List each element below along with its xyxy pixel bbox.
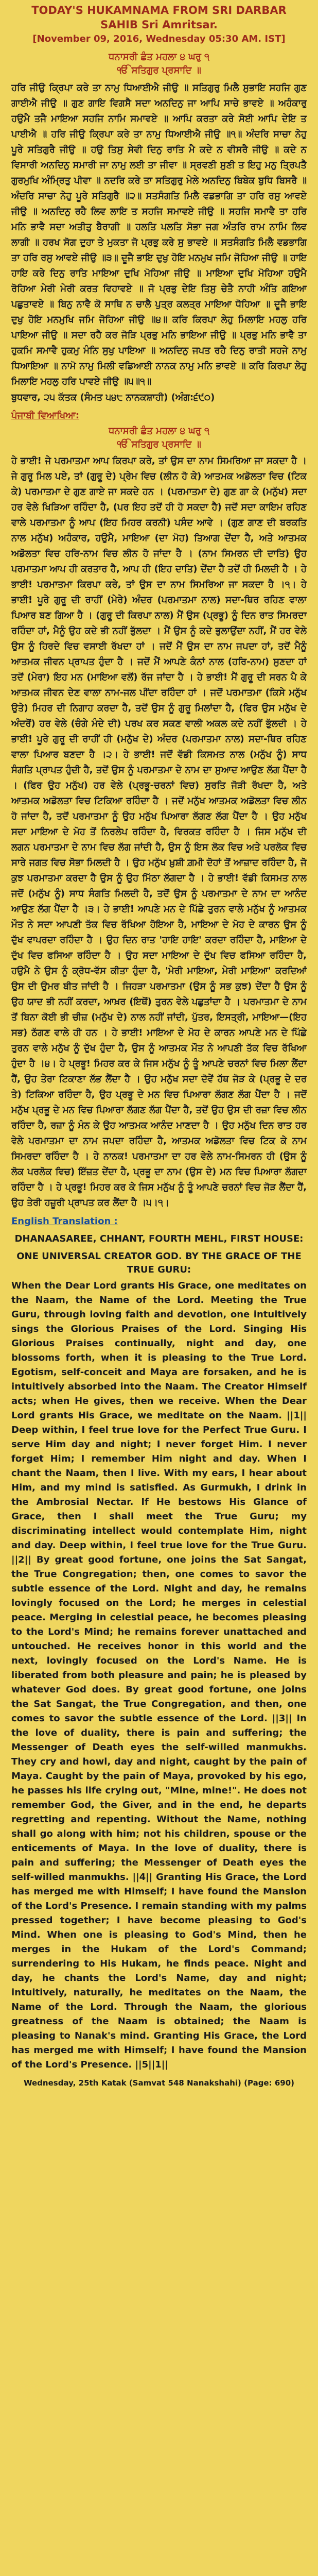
punjabi-raag-heading: ਧਨਾਸਰੀ ਛੰਤ ਮਹਲਾ ੪ ਘਰੁ ੧: [109, 426, 209, 436]
english-translation-section: [11, 1215, 307, 2072]
raag-heading: ਧਨਾਸਰੀ ਛੰਤ ਮਹਲਾ ੪ ਘਰੁ ੧: [109, 52, 209, 62]
ik-onkar-line: ੴ ਸਤਿਗੁਰ ਪ੍ਰਸਾਦਿ ॥: [117, 65, 201, 76]
punjabi-explanation-section: [11, 409, 307, 1211]
punjabi-explanation-heading: ਪੰਜਾਬੀ ਵਿਆਖਿਆ:: [11, 410, 80, 421]
punjabi-ik-onkar-line: ੴ ਸਤਿਗੁਰ ਪ੍ਰਸਾਦਿ ॥: [117, 439, 201, 450]
english-translation-text: When the Dear Lord grants His Grace, one meditates on the Naam, the Name of the Lord. Meeting the True Guru, through loving faith and devotion, one intuitively sings the Glorious Praises of the Lord. Singing His Glorious Praises continually, night and day, one blossoms forth, when it is pleasing to the True Lord. Egotism, self-conceit and Maya are forsaken, and he is intuitively absorbed into the Naam. The Creator Himself acts; when He gives, then we receive. When the Dear Lord grants His Grace, we meditate on the Naam. ||1|| Deep within, I feel true love for the Perfect True Guru. I serve Him day and night; I never forget Him. I never forget Him; I remember Him night and day. When I chant the Naam, then I live. With my ears, I hear about Him, and my mind is satisfied. As Gurmukh, I drink in the Ambrosial Nectar. If He bestows His Glance of Grace, then I shall meet the True Guru; my discriminating intellect would contemplate Him, night and day. Deep within, I feel true love for the True Guru. ||2|| By great good fortune, one joins the Sat Sangat, the True Congregation; then, one comes to savor the subtle essence of the Lord. Night and day, he remains lovingly focused on the Lord; he merges in celestial peace. Merging in celestial peace, he becomes pleasing to the Lord's Mind; he remains forever unattached and untouched. He receives honor in this world and the next, lovingly focused on the Lord's Name. He is liberated from both pleasure and pain; he is pleased by whatever God does. By great good fortune, one joins the Sat Sangat, the True Congregation, and then, one comes to savor the subtle essence of the Lord. ||3|| In the love of duality, there is pain and suffering; the Messenger of Death eyes the self-willed manmukhs. They cry and howl, day and night, caught by the pain of Maya. Caught by the pain of Maya, provoked by his ego, he passes his life crying out, "Mine, mine!". He does not remember God, the Giver, and in the end, he departs regretting and repenting. Without the Name, nothing shall go along with him; not his children, spouse or the enticements of Maya. In the love of duality, there is pain and suffering; the Messenger of Death eyes the self-willed manmukhs. ||4|| Granting His Grace, the Lord has merged me with Himself; I have found the Mansion of the Lord's Presence. I remain standing with my palms pressed together; I have become pleasing to God's Mind. When one is pleasing to God's Mind, then he merges in the Hukam of the Lord's Command; surrendering to His Hukam, he finds peace. Night and day, he chants the Lord's Name, day and night; intuitively, naturally, he meditates on the Naam, the Name of the Lord. Through the Naam, the glorious greatness of the Naam is obtained; the Naam is pleasing to Nanak's mind. Granting His Grace, the Lord has merged me with Himself; I have found the Mansion of the Lord's Presence. ||5||1||: [11, 1280, 307, 2070]
punjabi-explanation-text: ਹੇ ਭਾਈ! ਜੇ ਪਰਮਾਤਮਾ ਆਪ ਕਿਰਪਾ ਕਰੇ, ਤਾਂ ਉਸ ਦਾ ਨਾਮ ਸਿਮਰਿਆ ਜਾ ਸਕਦਾ ਹੈ । ਜੇ ਗੁਰੂ ਮਿਲ ਪਏ, ਤਾਂ (ਗੁਰੂ ਦੇ) ਪ੍ਰੇਮ ਵਿਚ (ਲੀਨ ਹੋ ਕੇ) ਆਤਮਕ ਅਡੋਲਤਾ ਵਿਚ (ਟਿਕ ਕੇ) ਪਰਮਾਤਮਾ ਦੇ ਗੁਣ ਗਾਏ ਜਾ ਸਕਦੇ ਹਨ । (ਪਰਮਾਤਮਾ ਦੇ) ਗੁਣ ਗਾ ਕੇ (ਮਨੁੱਖ) ਸਦਾ ਹਰ ਵੇਲੇ ਖਿੜਿਆ ਰਹਿੰਦਾ ਹੈ, (ਪਰ ਇਹ ਤਦੋਂ ਹੀ ਹੋ ਸਕਦਾ ਹੈ) ਜਦੋਂ ਸਦਾ ਕਾਇਮ ਰਹਿਣ ਵਾਲੇ ਪਰਮਾਤਮਾ ਨੂੰ ਆਪ (ਇਹ ਮਿਹਰ ਕਰਨੀ) ਪਸੰਦ ਆਵੇ । (ਗੁਣ ਗਾਣ ਦੀ ਬਰਕਤਿ ਨਾਲ ਮਨੁੱਖ) ਅਹੰਕਾਰ, ਹਉਮੈ, ਮਾਇਆ (ਦਾ ਮੋਹ) ਤਿਆਗ ਦੇਂਦਾ ਹੈ, ਅਤੇ ਆਤਮਕ ਅਡੋਲਤਾ ਵਿਚ ਹਰਿ-ਨਾਮ ਵਿਚ ਲੀਨ ਹੋ ਜਾਂਦਾ ਹੈ । (ਨਾਮ ਸਿਮਰਨ ਦੀ ਦਾਤਿ) ਉਹ ਪਰਮਾਤਮਾ ਆਪ ਹੀ ਕਰਤਾਰ ਹੈ, ਆਪ ਹੀ (ਇਹ ਦਾਤਿ) ਦੇਂਦਾ ਹੈ ਤਦੋਂ ਹੀ ਮਿਲਦੀ ਹੈ । ਹੇ ਭਾਈ! ਪਰਮਾਤਮਾ ਕਿਰਪਾ ਕਰੇ, ਤਾਂ ਉਸ ਦਾ ਨਾਮ ਸਿਮਰਿਆ ਜਾ ਸਕਦਾ ਹੈ ।੧। ਹੇ ਭਾਈ! ਪੂਰੇ ਗੁਰੂ ਦੀ ਰਾਹੀਂ (ਮੇਰੇ) ਅੰਦਰ (ਪਰਮਾਤਮਾ ਨਾਲ) ਸਦਾ-ਥਿਰ ਰਹਿਣ ਵਾਲਾ ਪਿਆਰ ਬਣ ਗਿਆ ਹੈ । (ਗੁਰੂ ਦੀ ਕਿਰਪਾ ਨਾਲ) ਮੈਂ ਉਸ (ਪ੍ਰਭੂ) ਨੂੰ ਦਿਨ ਰਾਤ ਸਿਮਰਦਾ ਰਹਿੰਦਾ ਹਾਂ, ਮੈਨੂੰ ਉਹ ਕਦੇ ਭੀ ਨਹੀਂ ਭੁੱਲਦਾ । ਮੈਂ ਉਸ ਨੂੰ ਕਦੇ ਭੁਲਾਉਂਦਾ ਨਹੀਂ, ਮੈਂ ਹਰ ਵੇਲੇ ਉਸ ਨੂੰ ਹਿਰਦੇ ਵਿਚ ਵਸਾਈ ਰੱਖਦਾ ਹਾਂ । ਜਦੋਂ ਮੈਂ ਉਸ ਦਾ ਨਾਮ ਜਪਦਾ ਹਾਂ, ਤਦੋਂ ਮੈਨੂੰ ਆਤਮਕ ਜੀਵਨ ਪ੍ਰਾਪਤ ਹੁੰਦਾ ਹੈ । ਜਦੋਂ ਮੈਂ ਆਪਣੇ ਕੰਨਾਂ ਨਾਲ (ਹਰਿ-ਨਾਮ) ਸੁਣਦਾ ਹਾਂ ਤਦੋਂ (ਮੇਰਾ) ਇਹ ਮਨ (ਮਾਇਆ ਵਲੋਂ) ਰੱਜ ਜਾਂਦਾ ਹੈ । ਹੇ ਭਾਈ! ਮੈਂ ਗੁਰੂ ਦੀ ਸਰਨ ਪੈ ਕੇ ਆਤਮਕ ਜੀਵਨ ਦੇਣ ਵਾਲਾ ਨਾਮ-ਜਲ ਪੀਂਦਾ ਰਹਿੰਦਾ ਹਾਂ । ਜਦੋਂ ਪਰਮਾਤਮਾ (ਕਿਸੇ ਮਨੁੱਖ ਉਤੇ) ਮਿਹਰ ਦੀ ਨਿਗਾਹ ਕਰਦਾ ਹੈ, ਤਦੋਂ ਉਸ ਨੂੰ ਗੁਰੂ ਮਿਲਾਂਦਾ ਹੈ, (ਫਿਰ ਉਸ ਮਨੁੱਖ ਦੇ ਅੰਦਰੋਂ) ਹਰ ਵੇਲੇ (ਚੰਗੇ ਮੰਦੇ ਦੀ) ਪਰਖ ਕਰ ਸਕਣ ਵਾਲੀ ਅਕਲ ਕਦੇ ਨਹੀਂ ਭੁੱਲਦੀ । ਹੇ ਭਾਈ! ਪੂਰੇ ਗੁਰੂ ਦੀ ਰਾਹੀਂ ਹੀ (ਮਨੁੱਖ ਦੇ) ਅੰਦਰ (ਪਰਮਾਤਮਾ ਨਾਲ) ਸਦਾ-ਥਿਰ ਰਹਿਣ ਵਾਲਾ ਪਿਆਰ ਬਣਦਾ ਹੈ ।੨। ਹੇ ਭਾਈ! ਜਦੋਂ ਵੱਡੀ ਕਿਸਮਤ ਨਾਲ (ਮਨੁੱਖ ਨੂੰ) ਸਾਧ ਸੰਗਤਿ ਪ੍ਰਾਪਤ ਹੁੰਦੀ ਹੈ, ਤਦੋਂ ਉਸ ਨੂੰ ਪਰਮਾਤਮਾ ਦੇ ਨਾਮ ਦਾ ਸੁਆਦ ਆਉਣ ਲੱਗ ਪੈਂਦਾ ਹੈ । (ਫਿਰ ਉਹ ਮਨੁੱਖ) ਹਰ ਵੇਲੇ (ਪ੍ਰਭੂ-ਚਰਨਾਂ ਵਿਚ) ਸੁਰਤਿ ਜੋੜੀ ਰੱਖਦਾ ਹੈ, ਅਤੇ ਆਤਮਕ ਅਡੋਲਤਾ ਵਿਚ ਟਿਕਿਆ ਰਹਿੰਦਾ ਹੈ । ਜਦੋਂ ਮਨੁੱਖ ਆਤਮਕ ਅਡੋਲਤਾ ਵਿਚ ਲੀਨ ਹੋ ਜਾਂਦਾ ਹੈ, ਤਦੋਂ ਪਰਮਾਤਮਾ ਨੂੰ ਉਹ ਮਨੁੱਖ ਪਿਆਰਾ ਲੱਗਣ ਲੱਗ ਪੈਂਦਾ ਹੈ । ਉਹ ਮਨੁੱਖ ਸਦਾ ਮਾਇਆ ਦੇ ਮੋਹ ਤੋਂ ਨਿਰਲੇਪ ਰਹਿੰਦਾ ਹੈ, ਵਿਰਕਤ ਰਹਿੰਦਾ ਹੈ । ਜਿਸ ਮਨੁੱਖ ਦੀ ਲਗਨ ਪਰਮਾਤਮਾ ਦੇ ਨਾਮ ਵਿਚ ਲੱਗ ਜਾਂਦੀ ਹੈ, ਉਸ ਨੂੰ ਇਸ ਲੋਕ ਵਿਚ ਅਤੇ ਪਰਲੋਕ ਵਿਚ ਸਾਰੇ ਜਗਤ ਵਿਚ ਸੋਭਾ ਮਿਲਦੀ ਹੈ । ਉਹ ਮਨੁੱਖ ਖ਼ੁਸ਼ੀ ਗ਼ਮੀ ਦੋਹਾਂ ਤੋਂ ਆਜ਼ਾਦ ਰਹਿੰਦਾ ਹੈ, ਜੋ ਕੁਝ ਪਰਮਾਤਮਾ ਕਰਦਾ ਹੈ ਉਸ ਨੂੰ ਉਹ ਮਿੱਠਾ ਲੱਗਦਾ ਹੈ । ਹੇ ਭਾਈ! ਵੱਡੀ ਕਿਸਮਤ ਨਾਲ ਜਦੋਂ (ਮਨੁੱਖ ਨੂੰ) ਸਾਧ ਸੰਗਤਿ ਮਿਲਦੀ ਹੈ, ਤਦੋਂ ਉਸ ਨੂੰ ਪਰਮਾਤਮਾ ਦੇ ਨਾਮ ਦਾ ਆਨੰਦ ਆਉਣ ਲੱਗ ਪੈਂਦਾ ਹੈ ।੩। ਹੇ ਭਾਈ! ਆਪਣੇ ਮਨ ਦੇ ਪਿੱਛੇ ਤੁਰਨ ਵਾਲੇ ਮਨੁੱਖ ਨੂੰ ਆਤਮਕ ਮੌਤ ਨੇ ਸਦਾ ਆਪਣੀ ਤੱਕ ਵਿਚ ਰੱਖਿਆ ਹੋਇਆ ਹੈ, ਮਾਇਆ ਦੇ ਮੋਹ ਦੇ ਕਾਰਨ ਉਸ ਨੂੰ ਦੁੱਖ ਵਾਪਰਦਾ ਰਹਿੰਦਾ ਹੈ । ਉਹ ਦਿਨ ਰਾਤ 'ਹਾਇ ਹਾਇ' ਕਰਦਾ ਰਹਿੰਦਾ ਹੈ, ਮਾਇਆ ਦੇ ਦੁੱਖ ਵਿਚ ਫਸਿਆ ਰਹਿੰਦਾ ਹੈ । ਉਹ ਸਦਾ ਮਾਇਆ ਦੇ ਦੁੱਖ ਵਿਚ ਫਸਿਆ ਰਹਿੰਦਾ ਹੈ, ਹਉਮੈ ਨੇ ਉਸ ਨੂੰ ਕ੍ਰੋਧ-ਵੱਸ ਕੀਤਾ ਹੁੰਦਾ ਹੈ, 'ਮੇਰੀ ਮਾਇਆ, ਮੇਰੀ ਮਾਇਆ' ਕਰਦਿਆਂ ਉਸ ਦੀ ਉਮਰ ਬੀਤ ਜਾਂਦੀ ਹੈ । ਜਿਹੜਾ ਪਰਮਾਤਮਾ (ਉਸ ਨੂੰ ਸਭ ਕੁਝ) ਦੇਂਦਾ ਹੈ ਉਸ ਨੂੰ ਉਹ ਯਾਦ ਭੀ ਨਹੀਂ ਕਰਦਾ, ਆਖ਼ਰ (ਇਥੋਂ) ਤੁਰਨ ਵੇਲੇ ਪਛੁਤਾਂਦਾ ਹੈ । ਪਰਮਾਤਮਾ ਦੇ ਨਾਮ ਤੋਂ ਬਿਨਾ ਕੋਈ ਭੀ ਚੀਜ਼ (ਮਨੁੱਖ ਦੇ) ਨਾਲ ਨਹੀਂ ਜਾਂਦੀ, ਪੁੱਤਰ, ਇਸਤ੍ਰੀ, ਮਾਇਆ—(ਇਹ ਸਭ) ਠੱਗਣ ਵਾਲੇ ਹੀ ਹਨ । ਹੇ ਭਾਈ! ਮਾਇਆ ਦੇ ਮੋਹ ਦੇ ਕਾਰਨ ਆਪਣੇ ਮਨ ਦੇ ਪਿੱਛੇ ਤੁਰਨ ਵਾਲੇ ਮਨੁੱਖ ਨੂੰ ਦੁੱਖ ਹੁੰਦਾ ਹੈ, ਉਸ ਨੂੰ ਆਤਮਕ ਮੌਤ ਨੇ ਆਪਣੀ ਤੱਕ ਵਿਚ ਰੱਖਿਆ ਹੁੰਦਾ ਹੈ ।੪। ਹੇ ਪ੍ਰਭੂ! ਮਿਹਰ ਕਰ ਕੇ ਜਿਸ ਮਨੁੱਖ ਨੂੰ ਤੂੰ ਆਪਣੇ ਚਰਨਾਂ ਵਿਚ ਮਿਲਾ ਲੈਂਦਾ ਹੈਂ, ਉਹ ਤੇਰਾ ਟਿਕਾਣਾ ਲੱਭ ਲੈਂਦਾ ਹੈ । ਉਹ ਮਨੁੱਖ ਸਦਾ ਦੋਵੇਂ ਹੱਥ ਜੋੜ ਕੇ (ਪ੍ਰਭੂ ਦੇ ਦਰ ਤੇ) ਟਿਕਿਆ ਰਹਿੰਦਾ ਹੈ, ਉਹ ਪ੍ਰਭੂ ਦੇ ਮਨ ਵਿਚ ਪਿਆਰਾ ਲੱਗਣ ਲੱਗ ਪੈਂਦਾ ਹੈ । ਜਦੋਂ ਮਨੁੱਖ ਪ੍ਰਭੂ ਦੇ ਮਨ ਵਿਚ ਪਿਆਰਾ ਲੱਗਣ ਲੱਗ ਪੈਂਦਾ ਹੈ, ਤਦੋਂ ਉਹ ਉਸ ਦੀ ਰਜ਼ਾ ਵਿਚ ਲੀਨ ਰਹਿੰਦਾ ਹੈ, ਰਜ਼ਾ ਨੂੰ ਮੰਨ ਕੇ ਉਹ ਆਤਮਕ ਆਨੰਦ ਮਾਣਦਾ ਹੈ । ਉਹ ਮਨੁੱਖ ਦਿਨ ਰਾਤ ਹਰ ਵੇਲੇ ਪਰਮਾਤਮਾ ਦਾ ਨਾਮ ਜਪਦਾ ਰਹਿੰਦਾ ਹੈ, ਆਤਮਕ ਅਡੋਲਤਾ ਵਿਚ ਟਿਕ ਕੇ ਨਾਮ ਸਿਮਰਦਾ ਰਹਿੰਦਾ ਹੈ । ਹੇ ਨਾਨਕ! ਪਰਮਾਤਮਾ ਦਾ ਹਰ ਵੇਲੇ ਨਾਮ-ਸਿਮਰਨ ਹੀ (ਉਸ ਨੂੰ ਲੋਕ ਪਰਲੋਕ ਵਿਚ) ਇੱਜ਼ਤ ਦੇਂਦਾ ਹੈ, ਪ੍ਰਭੂ ਦਾ ਨਾਮ (ਉਸ ਦੇ) ਮਨ ਵਿਚ ਪਿਆਰਾ ਲੱਗਦਾ ਰਹਿੰਦਾ ਹੈ । ਹੇ ਪ੍ਰਭੂ! ਮਿਹਰ ਕਰ ਕੇ ਜਿਸ ਮਨੁੱਖ ਨੂੰ ਤੂੰ ਆਪਣੇ ਚਰਨਾਂ ਵਿਚ ਜੋੜ ਲੈਂਦਾ ਹੈਂ, ਉਹ ਤੇਰੀ ਹਜ਼ੂਰੀ ਪ੍ਰਾਪਤ ਕਰ ਲੈਂਦਾ ਹੈ ।੫।੧।: [11, 455, 307, 1208]
page-header: [11, 3, 307, 45]
english-title-line-2: ONE UNIVERSAL CREATOR GOD. BY THE GRACE OF THE TRUE GURU:: [16, 1251, 302, 1275]
punjabi-page-reference: ਬੁਧਵਾਰ, ੨੫ ਕੱਤਕ (ਸੰਮਤ ੫੪੮ ਨਾਨਕਸ਼ਾਹੀ) (ਅੰਗ:੬੯੦): [11, 392, 215, 403]
english-translation-heading: English Translation :: [11, 1216, 118, 1227]
gurbani-text: ਹਰਿ ਜੀਉ ਕ੍ਰਿਪਾ ਕਰੇ ਤਾ ਨਾਮੁ ਧਿਆਈਐ ਜੀਉ ॥ ਸਤਿਗੁਰੁ ਮਿਲੈ ਸੁਭਾਇ ਸਹਜਿ ਗੁਣ ਗਾਈਐ ਜੀਉ ॥ ਗੁਣ ਗਾਇ ਵਿਗਸੈ ਸਦਾ ਅਨਦਿਨੁ ਜਾ ਆਪਿ ਸਾਚੇ ਭਾਵਏ ॥ ਅਹੰਕਾਰੁ ਹਉਮੈ ਤਜੈ ਮਾਇਆ ਸਹਜਿ ਨਾਮਿ ਸਮਾਵਏ ॥ ਆਪਿ ਕਰਤਾ ਕਰੇ ਸੋਈ ਆਪਿ ਦੇਇ ਤ ਪਾਈਐ ॥ ਹਰਿ ਜੀਉ ਕ੍ਰਿਪਾ ਕਰੇ ਤਾ ਨਾਮੁ ਧਿਆਈਐ ਜੀਉ ॥੧॥ ਅੰਦਰਿ ਸਾਚਾ ਨੇਹੁ ਪੂਰੇ ਸਤਿਗੁਰੈ ਜੀਉ ॥ ਹਉ ਤਿਸੁ ਸੇਵੀ ਦਿਨੁ ਰਾਤਿ ਮੈ ਕਦੇ ਨ ਵੀਸਰੈ ਜੀਉ ॥ ਕਦੇ ਨ ਵਿਸਾਰੀ ਅਨਦਿਨੁ ਸਮਾਰੀ ਜਾ ਨਾਮੁ ਲਈ ਤਾ ਜੀਵਾ ॥ ਸ੍ਰਵਣੀ ਸੁਣੀ ਤ ਇਹੁ ਮਨੁ ਤ੍ਰਿਪਤੈ ਗੁਰਮੁਖਿ ਅੰਮ੍ਰਿਤੁ ਪੀਵਾ ॥ ਨਦਰਿ ਕਰੇ ਤਾ ਸਤਿਗੁਰੁ ਮੇਲੇ ਅਨਦਿਨੁ ਬਿਬੇਕ ਬੁਧਿ ਬਿਸਰੈ ॥ ਅੰਦਰਿ ਸਾਚਾ ਨੇਹੁ ਪੂਰੇ ਸਤਿਗੁਰੈ ॥੨॥ ਸਤਸੰਗਤਿ ਮਿਲੈ ਵਡਭਾਗਿ ਤਾ ਹਰਿ ਰਸੁ ਆਵਏ ਜੀਉ ॥ ਅਨਦਿਨੁ ਰਹੈ ਲਿਵ ਲਾਇ ਤ ਸਹਜਿ ਸਮਾਵਏ ਜੀਉ ॥ ਸਹਜਿ ਸਮਾਵੈ ਤਾ ਹਰਿ ਮਨਿ ਭਾਵੈ ਸਦਾ ਅਤੀਤੁ ਬੈਰਾਗੀ ॥ ਹਲਤਿ ਪਲਤਿ ਸੋਭਾ ਜਗ ਅੰਤਰਿ ਰਾਮ ਨਾਮਿ ਲਿਵ ਲਾਗੀ ॥ ਹਰਖ ਸੋਗ ਦੁਹਾ ਤੇ ਮੁਕਤਾ ਜੋ ਪ੍ਰਭੁ ਕਰੇ ਸੁ ਭਾਵਏ ॥ ਸਤਸੰਗਤਿ ਮਿਲੈ ਵਡਭਾਗਿ ਤਾ ਹਰਿ ਰਸੁ ਆਵਏ ਜੀਉ ॥੩॥ ਦੂਜੈ ਭਾਇ ਦੁਖੁ ਹੋਇ ਮਨਮੁਖ ਜਮਿ ਜੋਹਿਆ ਜੀਉ ॥ ਹਾਇ ਹਾਇ ਕਰੇ ਦਿਨੁ ਰਾਤਿ ਮਾਇਆ ਦੁਖਿ ਮੋਹਿਆ ਜੀਉ ॥ ਮਾਇਆ ਦੁਖਿ ਮੋਹਿਆ ਹਉਮੈ ਰੋਹਿਆ ਮੇਰੀ ਮੇਰੀ ਕਰਤ ਵਿਹਾਵਏ ॥ ਜੋ ਪ੍ਰਭੁ ਦੇਇ ਤਿਸੁ ਚੇਤੈ ਨਾਹੀ ਅੰਤਿ ਗਇਆ ਪਛੁਤਾਵਏ ॥ ਬਿਨੁ ਨਾਵੈ ਕੋ ਸਾਥਿ ਨ ਚਾਲੈ ਪੁਤ੍ਰ ਕਲਤ੍ਰ ਮਾਇਆ ਧੋਹਿਆ ॥ ਦੂਜੈ ਭਾਇ ਦੁਖੁ ਹੋਇ ਮਨਮੁਖਿ ਜਮਿ ਜੋਹਿਆ ਜੀਉ ॥੪॥ ਕਰਿ ਕਿਰਪਾ ਲੇਹੁ ਮਿਲਾਇ ਮਹਲੁ ਹਰਿ ਪਾਇਆ ਜੀਉ ॥ ਸਦਾ ਰਹੈ ਕਰ ਜੋੜਿ ਪ੍ਰਭੁ ਮਨਿ ਭਾਇਆ ਜੀਉ ॥ ਪ੍ਰਭੁ ਮਨਿ ਭਾਵੈ ਤਾ ਹੁਕਮਿ ਸਮਾਵੈ ਹੁਕਮੁ ਮੰਨਿ ਸੁਖੁ ਪਾਇਆ ॥ ਅਨਦਿਨੁ ਜਪਤ ਰਹੈ ਦਿਨੁ ਰਾਤੀ ਸਹਜੇ ਨਾਮੁ ਧਿਆਇਆ ॥ ਨਾਮੋ ਨਾਮੁ ਮਿਲੀ ਵਡਿਆਈ ਨਾਨਕ ਨਾਮੁ ਮਨਿ ਭਾਵਏ ॥ ਕਰਿ ਕਿਰਪਾ ਲੇਹੁ ਮਿਲਾਇ ਮਹਲੁ ਹਰਿ ਪਾਵਏ ਜੀਉ ॥੫॥੧॥: [11, 82, 307, 387]
footer-date-reference: Wednesday, 25th Katak (Samvat 548 Nanakshahi) (Page: 690): [24, 2078, 294, 2088]
hukamnama-section: [11, 50, 307, 405]
page-title: TODAY'S HUKAMNAMA FROM SRI DARBAR SAHIB Sri Amritsar.: [31, 4, 287, 31]
english-title-line-1: DHANAASAREE, CHHANT, FOURTH MEHL, FIRST HOUSE:: [14, 1233, 304, 1244]
hukamnama-date: [November 09, 2016, Wednesday 05:30 AM. IST]: [32, 33, 286, 44]
